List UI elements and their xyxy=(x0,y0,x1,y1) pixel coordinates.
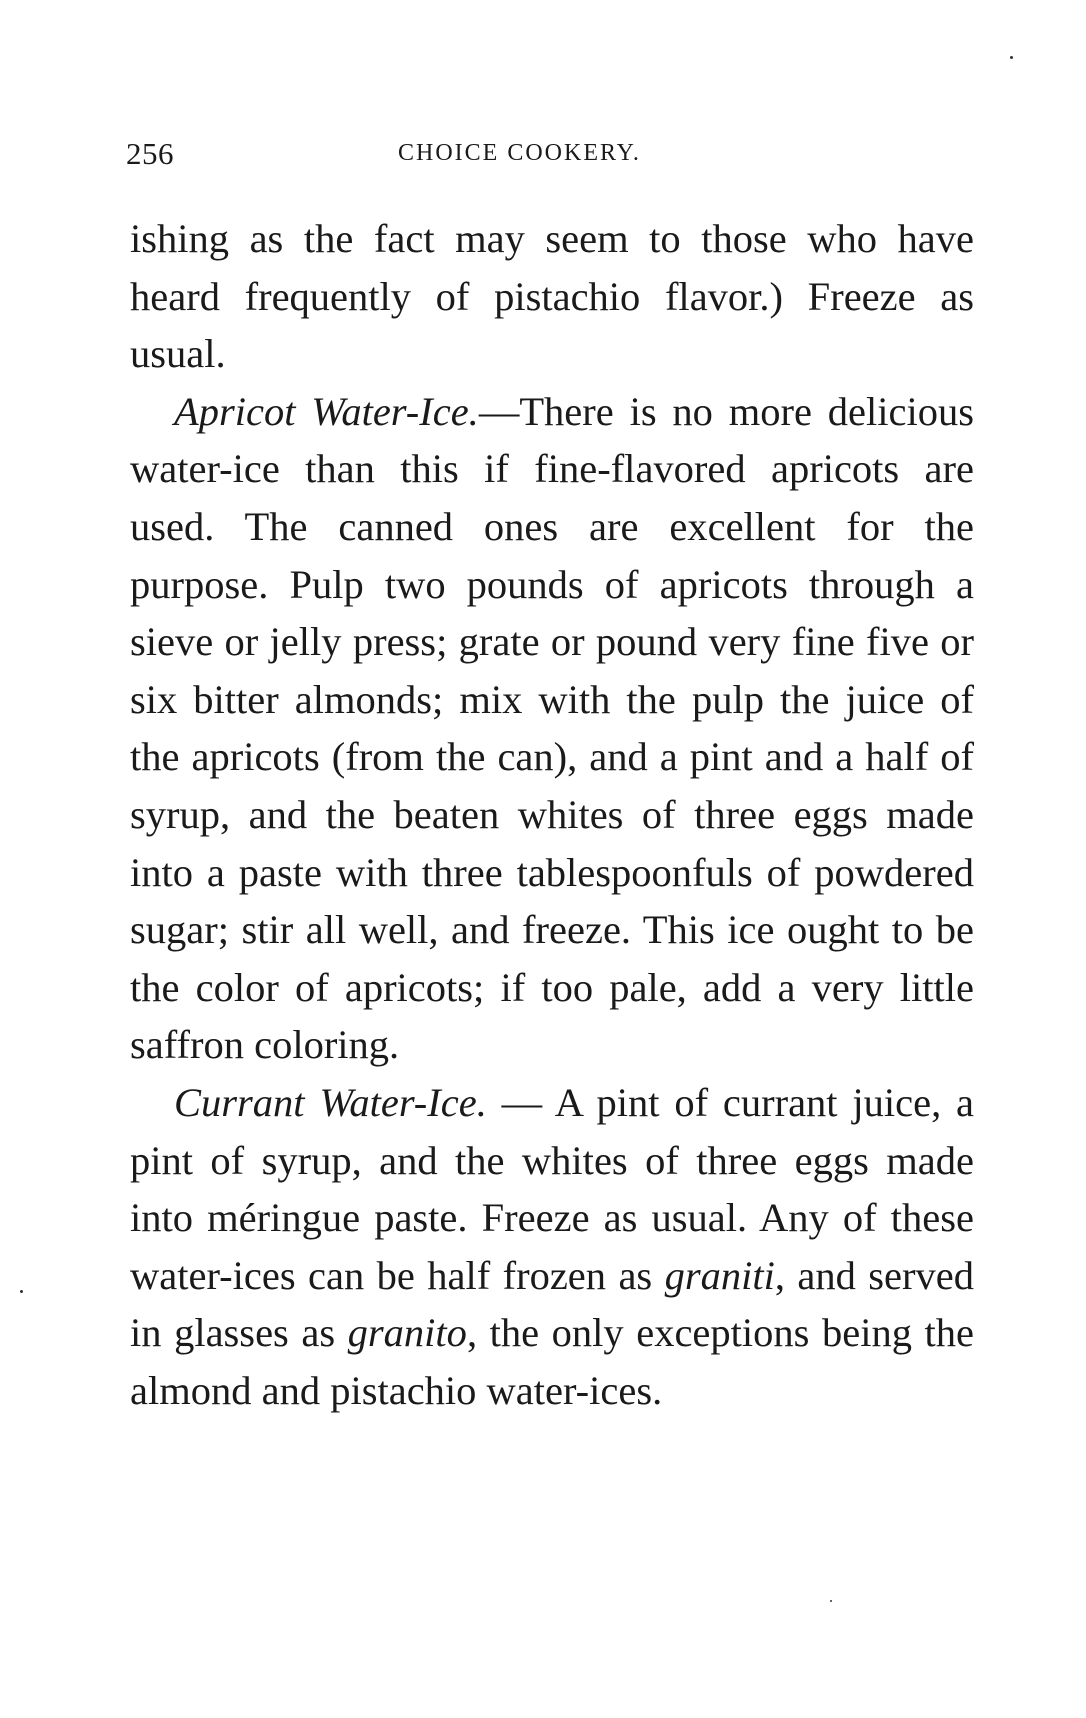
paragraph-text: —There is no more delicious water-ice than this if fine-flavored apricots are used. The canned ones are excellent for the purpose. Pulp two pounds of apricots through a sieve or jelly press; grate or pound very fine five or six bitter almonds; mix with the pulp the juice of the apricots (from the can), and a pint and a half of syrup, and the beaten whites of three eggs made into a paste with three tablespoonfuls of powdered sugar; stir all well, and freeze. This ice ought to be the color of apricots; if too pale, add a very little saffron coloring. xyxy=(130,388,974,1068)
recipe-heading: Apricot Water-Ice. xyxy=(174,388,479,434)
paragraph-text: , the only exceptions being the almond and pistachio water-ices. xyxy=(130,1310,974,1413)
italic-term: granito xyxy=(347,1310,467,1356)
paragraph-text: , and served in glasses as xyxy=(130,1252,974,1356)
recipe-heading: Currant Water-Ice. xyxy=(174,1079,487,1125)
body-text xyxy=(130,210,974,1419)
paragraph-text: — A pint of currant juice, a pint of syrup, and the whites of three eggs made into méringue paste. Freeze as usual. Any of these water-ices can be half frozen as xyxy=(130,1079,974,1298)
running-title: CHOICE COOKERY. xyxy=(398,140,641,166)
scan-speck xyxy=(1010,56,1013,59)
paragraph-apricot-water-ice xyxy=(130,383,974,1074)
italic-term: graniti xyxy=(664,1252,775,1298)
paragraph-text: ishing as the fact may seem to those who have heard frequently of pistachio flavor.) Freeze as usual. xyxy=(130,216,974,377)
paragraph-currant-water-ice xyxy=(130,1074,974,1420)
page-number: 256 xyxy=(126,136,174,171)
scan-speck xyxy=(830,1600,832,1602)
paragraph-continuation xyxy=(130,210,974,383)
scan-speck xyxy=(20,1290,23,1293)
running-head xyxy=(126,136,706,176)
